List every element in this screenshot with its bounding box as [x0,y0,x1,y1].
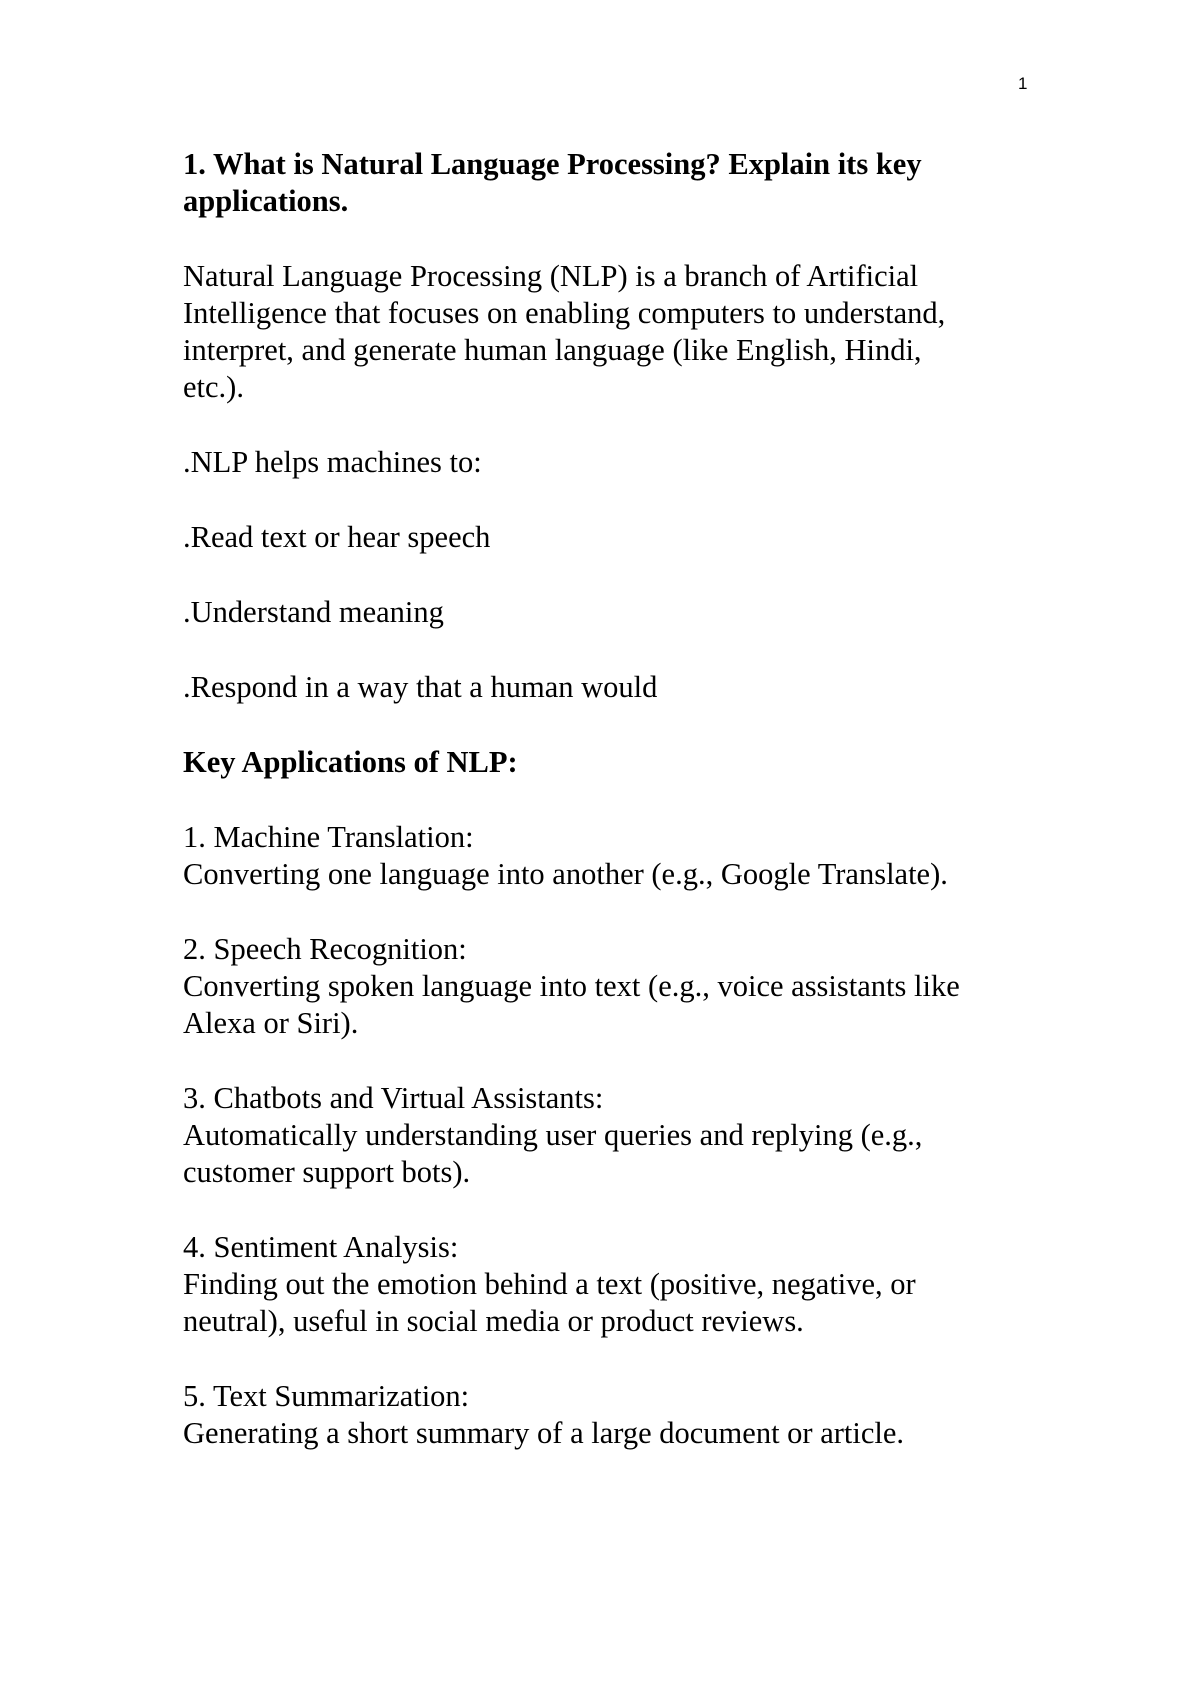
intro-line: Intelligence that focuses on enabling computers to understand, [183,296,946,330]
application-item [183,1378,1063,1452]
helps-item-text: .Understand meaning [183,595,444,629]
application-description: Generating a short summary of a large document or article. [183,1416,905,1450]
application-description: Automatically understanding user queries and replying (e.g., [183,1118,923,1152]
helps-heading [183,444,1063,481]
document-body [183,146,1063,1490]
intro-paragraph [183,258,1063,406]
application-description: Converting one language into another (e.g., Google Translate). [183,857,948,891]
application-description: Converting spoken language into text (e.g., voice assistants like [183,969,960,1003]
application-item [183,819,1063,893]
helps-item [183,669,1063,706]
intro-line: Natural Language Processing (NLP) is a branch of Artificial [183,259,919,293]
intro-line: etc.). [183,370,244,404]
application-title: 5. Text Summarization: [183,1379,470,1413]
application-item [183,1080,1063,1191]
application-title: 3. Chatbots and Virtual Assistants: [183,1081,604,1115]
applications-heading [183,744,1063,781]
intro-line: interpret, and generate human language (like English, Hindi, [183,333,922,367]
application-description: Finding out the emotion behind a text (positive, negative, or [183,1267,916,1301]
question-line: applications. [183,184,349,218]
application-title: 2. Speech Recognition: [183,932,467,966]
application-title: 1. Machine Translation: [183,820,474,854]
helps-item-text: .Respond in a way that a human would [183,670,658,704]
helps-heading-text: .NLP helps machines to: [183,445,482,479]
helps-item [183,519,1063,556]
application-item [183,1229,1063,1340]
application-description: neutral), useful in social media or product reviews. [183,1304,804,1338]
helps-item-text: .Read text or hear speech [183,520,491,554]
application-description: Alexa or Siri). [183,1006,359,1040]
question-heading [183,146,1063,220]
application-item [183,931,1063,1042]
question-line: 1. What is Natural Language Processing? Explain its key [183,147,922,181]
applications-heading-text: Key Applications of NLP: [183,745,518,779]
helps-item [183,594,1063,631]
page-number: 1 [1018,74,1028,93]
application-description: customer support bots). [183,1155,471,1189]
application-title: 4. Sentiment Analysis: [183,1230,459,1264]
